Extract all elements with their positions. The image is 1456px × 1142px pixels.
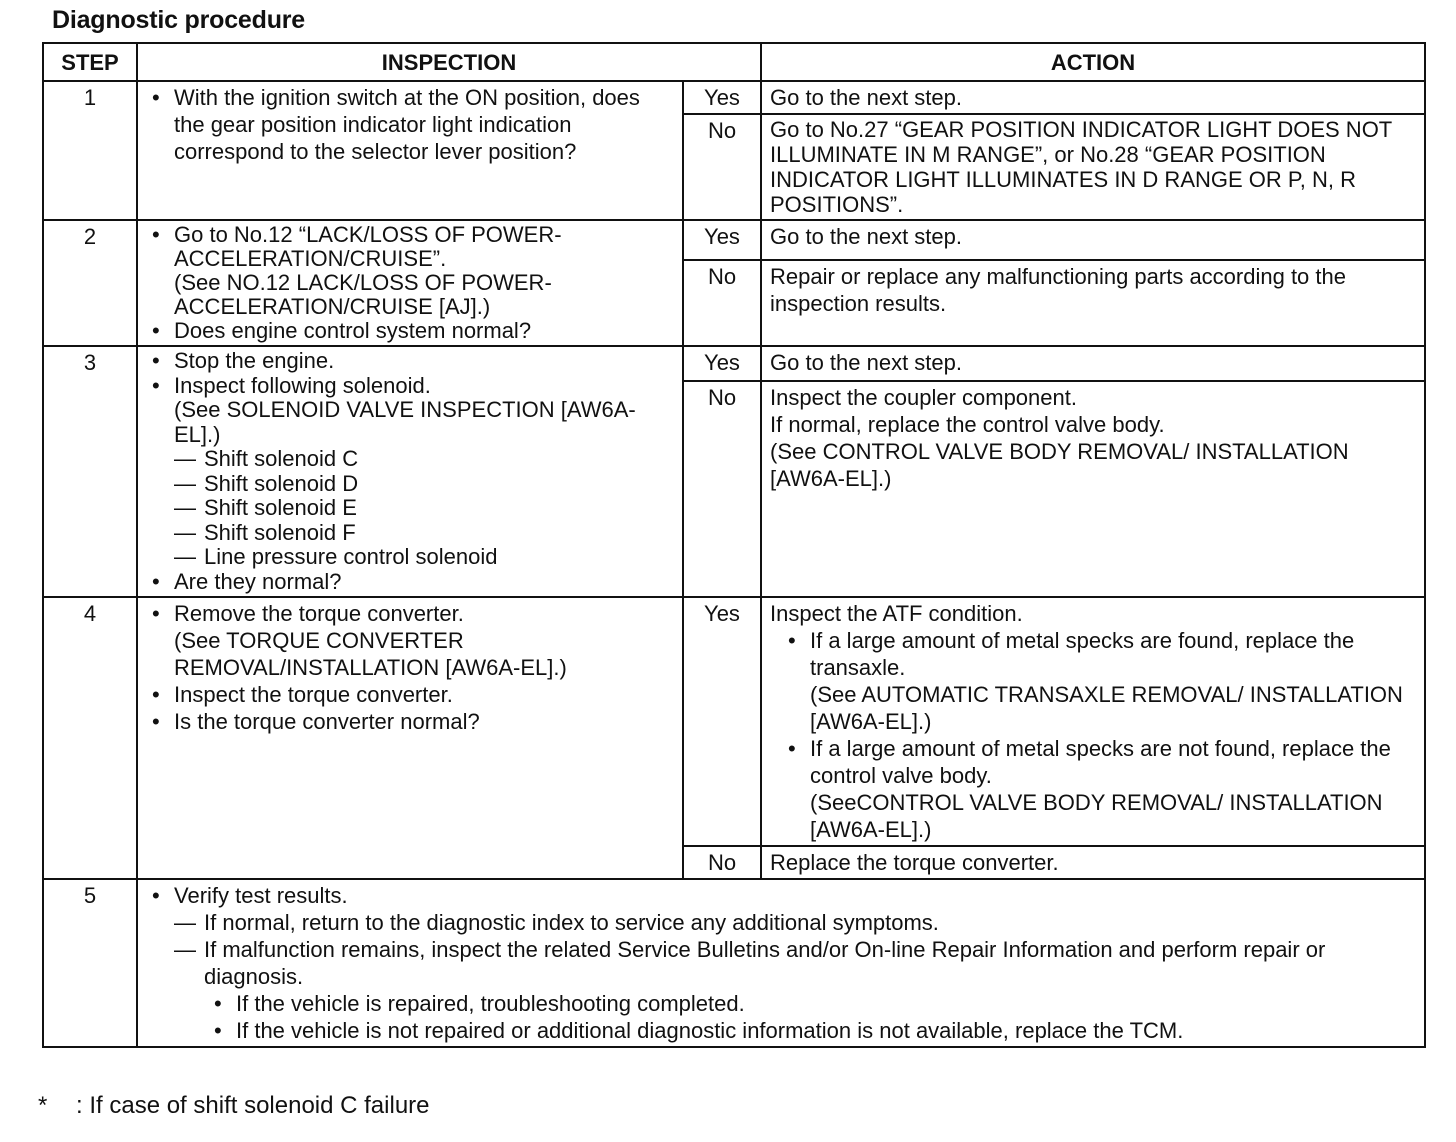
list-item: • Are they normal? — [174, 570, 674, 595]
table-row — [43, 220, 1425, 260]
list-item: • Stop the engine. — [174, 349, 674, 374]
list-item — [174, 600, 674, 681]
action-cell: Go to No.27 “GEAR POSITION INDICATOR LIGHT DOES NOT ILLUMINATE IN M RANGE”, or No.28 “GEAR POSITION INDICATOR LIGHT ILLUMINATES IN D RANGE OR P, N, R POSITIONS”. — [761, 114, 1425, 220]
inspection-cell — [137, 346, 683, 597]
table-row — [43, 81, 1425, 114]
inspection-cell — [137, 81, 683, 220]
action-text: Inspect the coupler component. — [770, 385, 1077, 410]
diagnostic-table — [42, 42, 1426, 1048]
page-title: Diagnostic procedure — [52, 6, 305, 34]
no-label: No — [683, 381, 761, 597]
inspection-text: Remove the torque converter. — [174, 601, 464, 626]
list-item: — Shift solenoid E — [204, 496, 674, 521]
inspection-text: Verify test results. — [174, 883, 348, 908]
header-inspection: INSPECTION — [137, 43, 761, 81]
list-item: — Shift solenoid C — [204, 447, 674, 472]
yes-label: Yes — [683, 346, 761, 381]
no-label: No — [683, 114, 761, 220]
yes-label: Yes — [683, 81, 761, 114]
action-text: If normal, replace the control valve body. — [770, 412, 1165, 437]
list-item: • Does engine control system normal? — [174, 319, 674, 343]
footnote — [38, 1092, 430, 1120]
inspection-text: If malfunction remains, inspect the related Service Bulletins and/or On-line Repair Information and perform repair or diagnosis. — [204, 937, 1326, 989]
list-item: • With the ignition switch at the ON position, does the gear position indicator light indication correspond to the selector lever position? — [174, 84, 674, 165]
inspection-cell — [137, 879, 1425, 1047]
list-item: • Inspect the torque converter. — [174, 681, 674, 708]
action-text: Inspect the ATF condition. — [770, 601, 1023, 626]
list-item — [174, 374, 674, 570]
step-number: 2 — [43, 220, 137, 346]
header-row — [43, 43, 1425, 81]
inspection-cell — [137, 220, 683, 346]
header-step: STEP — [43, 43, 137, 81]
yes-label: Yes — [683, 220, 761, 260]
footnote-text: : If case of shift solenoid C failure — [76, 1092, 430, 1119]
list-item: • If the vehicle is repaired, troubleshooting completed. — [236, 990, 1416, 1017]
action-cell: Go to the next step. — [761, 81, 1425, 114]
list-item: — Shift solenoid D — [204, 472, 674, 497]
step-number: 1 — [43, 81, 137, 220]
header-action: ACTION — [761, 43, 1425, 81]
inspection-cell — [137, 597, 683, 879]
step-number: 3 — [43, 346, 137, 597]
reference-text: (See CONTROL VALVE BODY REMOVAL/ INSTALLATION [AW6A-EL].) — [770, 439, 1349, 491]
footnote-mark: * — [38, 1092, 48, 1119]
list-item: • If the vehicle is not repaired or additional diagnostic information is not available, replace the TCM. — [236, 1017, 1416, 1044]
action-cell: Repair or replace any malfunctioning parts according to the inspection results. — [761, 260, 1425, 346]
no-label: No — [683, 260, 761, 346]
action-cell — [761, 381, 1425, 597]
step-number: 4 — [43, 597, 137, 879]
reference-text: (SeeCONTROL VALVE BODY REMOVAL/ INSTALLATION [AW6A-EL].) — [810, 790, 1383, 842]
list-item — [174, 223, 674, 319]
action-cell: Replace the torque converter. — [761, 846, 1425, 879]
list-item: • Is the torque converter normal? — [174, 708, 674, 735]
action-cell — [761, 597, 1425, 846]
action-text: If a large amount of metal specks are not found, replace the control valve body. — [810, 736, 1391, 788]
inspection-text: Inspect following solenoid. — [174, 372, 431, 398]
list-item — [204, 936, 1416, 1044]
reference-text: (See TORQUE CONVERTER REMOVAL/INSTALLATION [AW6A-EL].) — [174, 628, 567, 680]
table-row — [43, 597, 1425, 846]
list-item: — Shift solenoid F — [204, 521, 674, 546]
yes-label: Yes — [683, 597, 761, 846]
list-item — [810, 627, 1416, 735]
table-row — [43, 346, 1425, 381]
reference-text: (See AUTOMATIC TRANSAXLE REMOVAL/ INSTALLATION [AW6A-EL].) — [810, 682, 1403, 734]
step-number: 5 — [43, 879, 137, 1047]
reference-text: (See NO.12 LACK/LOSS OF POWER-ACCELERATION/CRUISE [AJ].) — [174, 270, 552, 319]
list-item — [174, 882, 1416, 1044]
list-item: — If normal, return to the diagnostic index to service any additional symptoms. — [204, 909, 1416, 936]
table-row — [43, 879, 1425, 1047]
no-label: No — [683, 846, 761, 879]
inspection-text: Go to No.12 “LACK/LOSS OF POWER-ACCELERATION/CRUISE”. — [174, 222, 562, 271]
action-cell: Go to the next step. — [761, 346, 1425, 381]
action-text: If a large amount of metal specks are found, replace the transaxle. — [810, 628, 1355, 680]
action-cell: Go to the next step. — [761, 220, 1425, 260]
list-item: — Line pressure control solenoid — [204, 545, 674, 570]
reference-text: (See SOLENOID VALVE INSPECTION [AW6A-EL].) — [174, 397, 636, 447]
list-item — [810, 735, 1416, 843]
